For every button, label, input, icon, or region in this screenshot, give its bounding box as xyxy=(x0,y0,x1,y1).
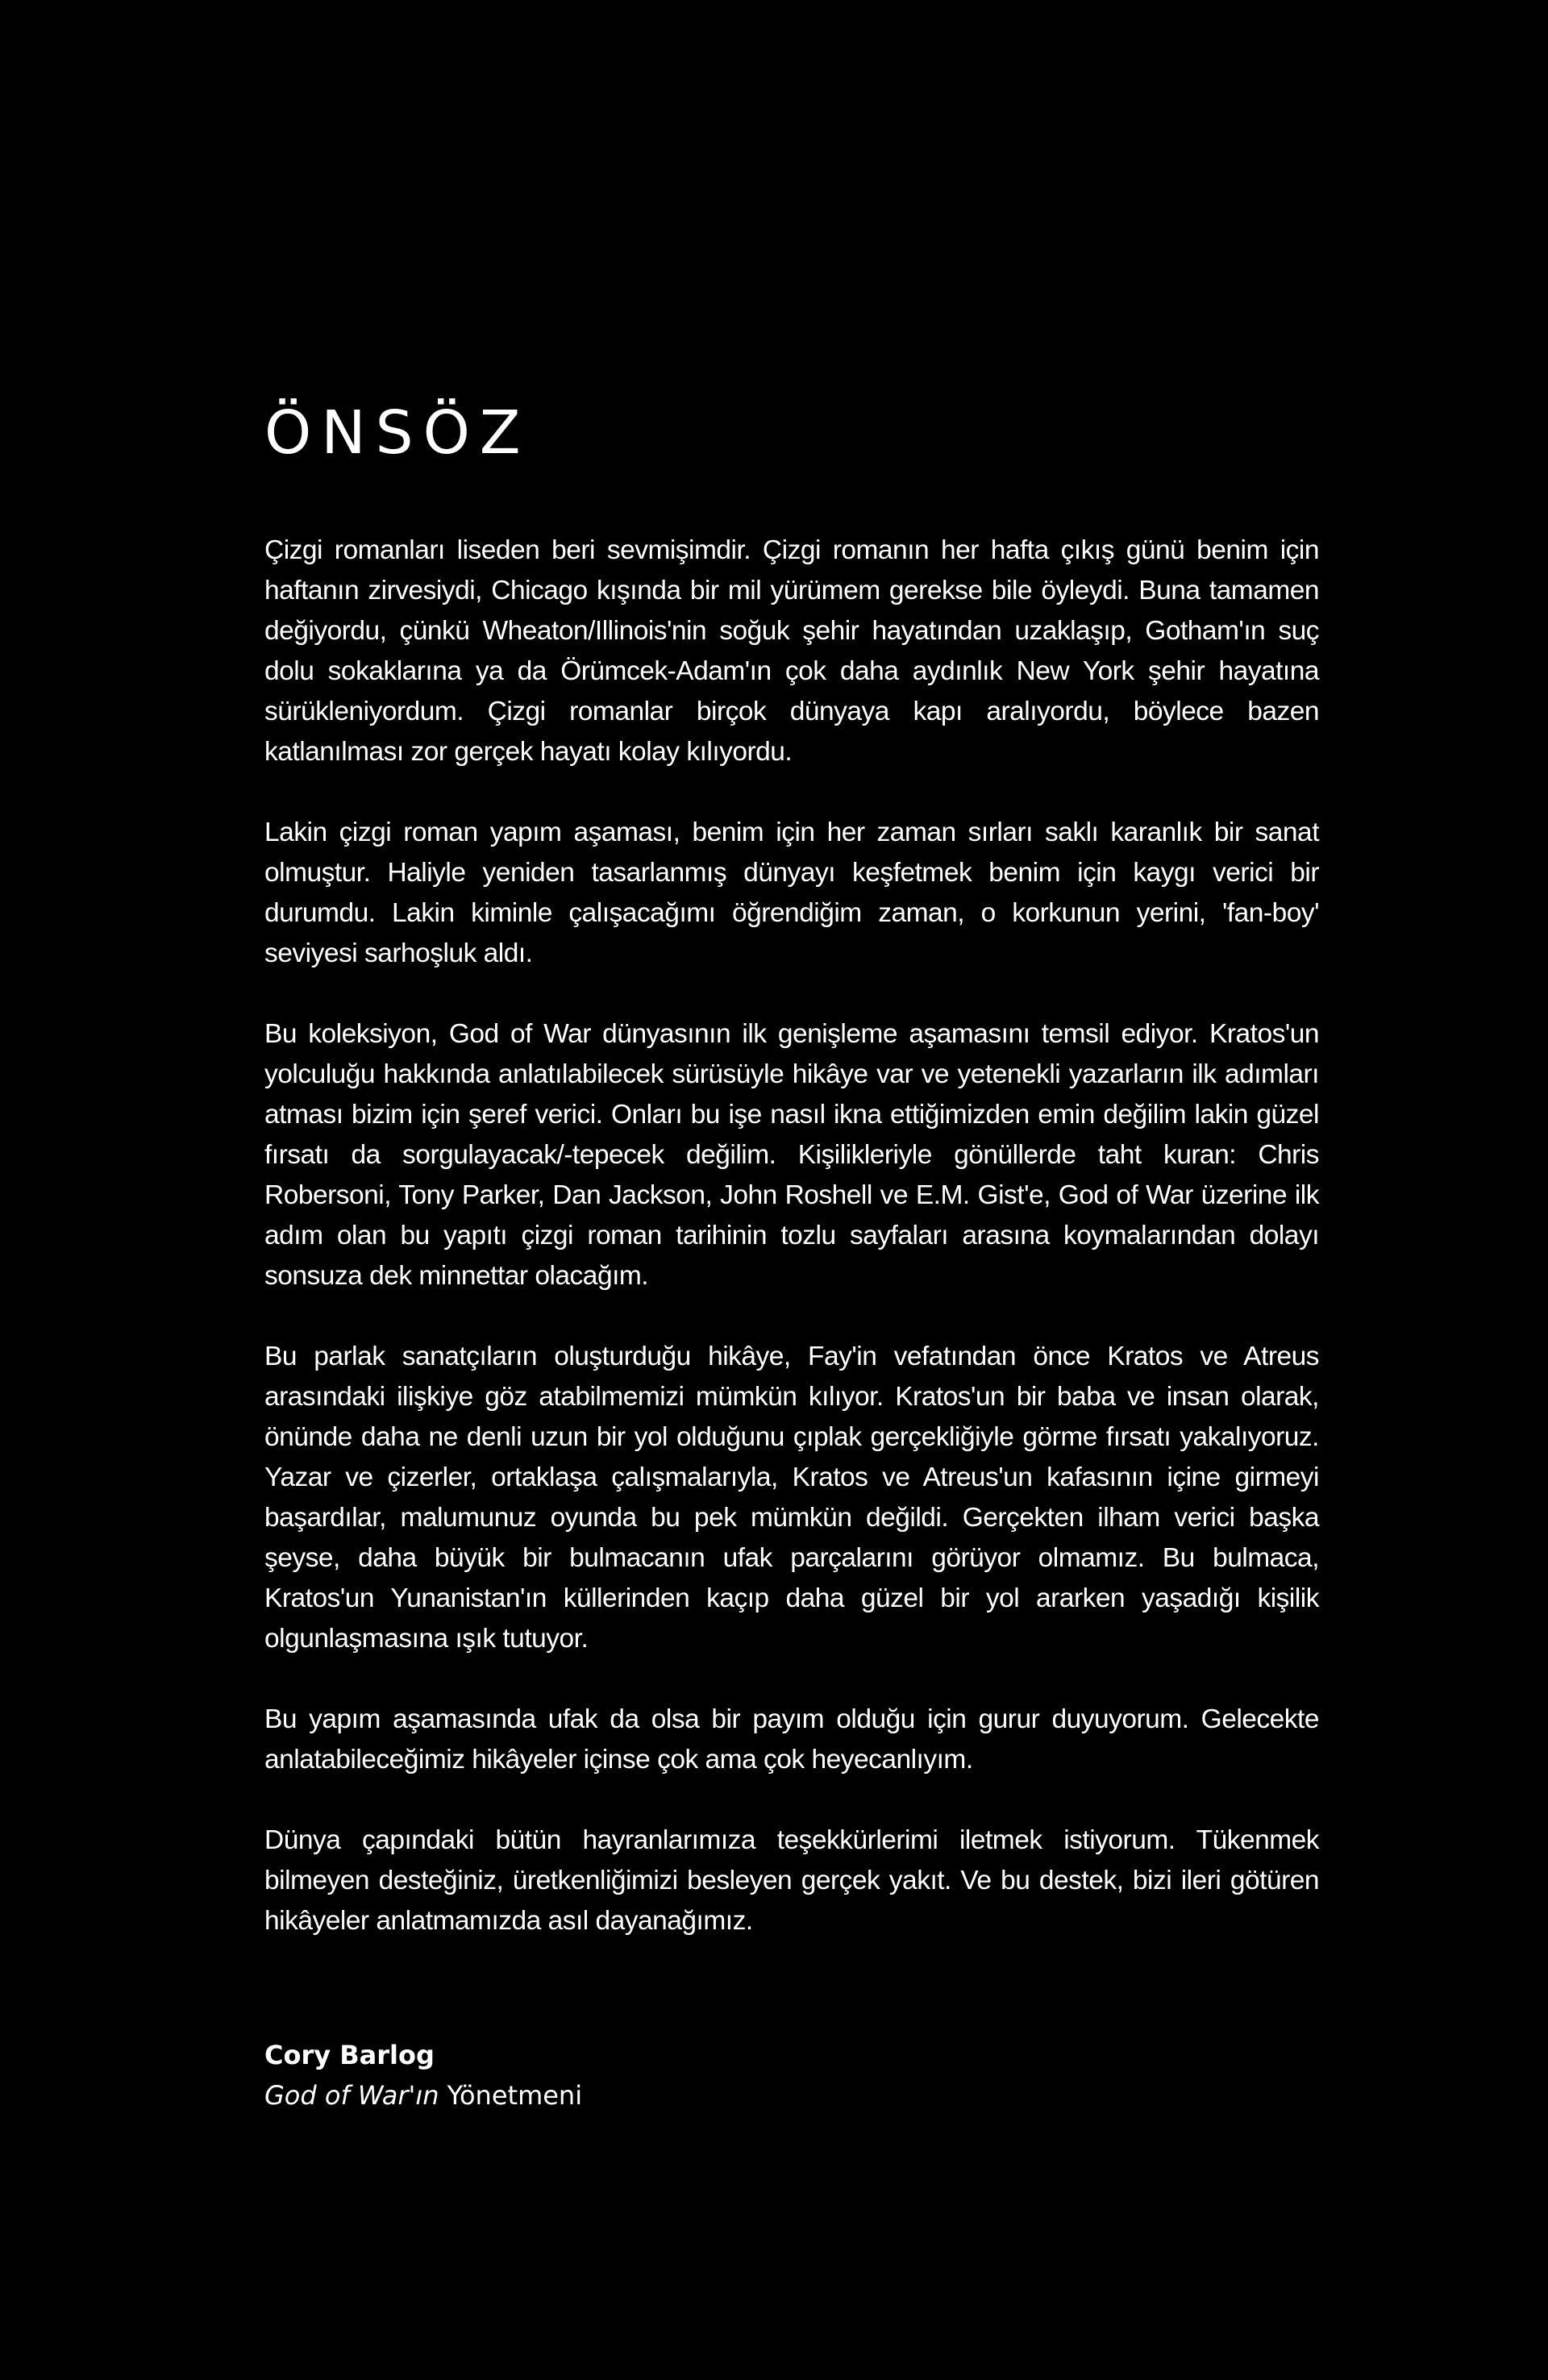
foreword-page xyxy=(264,398,1319,2116)
signature-role-game: God of War'ın xyxy=(264,2080,439,2111)
signature-role xyxy=(264,2075,1319,2116)
signature-role-title: Yönetmeni xyxy=(439,2080,583,2111)
paragraph-6: Dünya çapındaki bütün hayranlarımıza teşekkürlerimi iletmek istiyorum. Tükenmek bilmeyen desteğiniz, üretkenliğimizi besleyen gerçek yakıt. Ve bu destek, bizi ileri götüren hikâyeler anlatmamızda asıl dayanağımız. xyxy=(264,1825,1319,1936)
paragraph-5: Bu yapım aşamasında ufak da olsa bir payım olduğu için gurur duyuyorum. Gelecekte anlatabileceğimiz hikâyeler içinse çok ama çok heyecanlıyım. xyxy=(264,1704,1319,1775)
page-title: ÖNSÖZ xyxy=(264,398,531,468)
signature-block xyxy=(264,2035,1319,2116)
paragraph-3: Bu koleksiyon, God of War dünyasının ilk genişleme aşamasını temsil ediyor. Kratos'un yolculuğu hakkında anlatılabilecek sürüsüyle hikâye var ve yetenekli yazarların ilk adımları atması bizim için şeref verici. Onları bu işe nasıl ikna ettiğimizden emin değilim lakin güzel fırsatı da sorgulayacak/-tepecek değilim. Kişilikleriyle gönüllerde taht kuran: Chris Robersoni, Tony Parker, Dan Jackson, John Roshell ve E.M. Gist'e, God of War üzerine ilk adım olan bu yapıtı çizgi roman tarihinin tozlu sayfaları arasına koymalarından dolayı sonsuza dek minnettar olacağım. xyxy=(264,1019,1319,1291)
paragraph-2: Lakin çizgi roman yapım aşaması, benim için her zaman sırları saklı karanlık bir sanat olmuştur. Haliyle yeniden tasarlanmış dünyayı keşfetmek benim için kaygı verici bir durumdu. Lakin kiminle çalışacağımı öğrendiğim zaman, o korkunun yerini, 'fan-boy' seviyesi sarhoşluk aldı. xyxy=(264,818,1319,968)
paragraph-4: Bu parlak sanatçıların oluşturduğu hikâye, Fay'in vefatından önce Kratos ve Atreus arasındaki ilişkiye göz atabilmemizi mümkün kılıyor. Kratos'un bir baba ve insan olarak, önünde daha ne denli uzun bir yol olduğunu çıplak gerçekliğiyle görme fırsatı yakalıyoruz. Yazar ve çizerler, ortaklaşa çalışmalarıyla, Kratos ve Atreus'un kafasının içine girmeyi başardılar, malumunuz oyunda bu pek mümkün değildi. Gerçekten ilham verici başka şeyse, daha büyük bir bulmacanın ufak parçalarını görüyor olmamız. Bu bulmaca, Kratos'un Yunanistan'ın küllerinden kaçıp daha güzel bir yol ararken yaşadığı kişilik olgunlaşmasına ışık tutuyor. xyxy=(264,1342,1319,1654)
paragraph-1: Çizgi romanları liseden beri sevmişimdir. Çizgi romanın her hafta çıkış günü benim için haftanın zirvesiydi, Chicago kışında bir mil yürümem gerekse bile öyleydi. Buna tamamen değiyordu, çünkü Wheaton/Illinois'nin soğuk şehir hayatından uzaklaşıp, Gotham'ın suç dolu sokaklarına ya da Örümcek-Adam'ın çok daha aydınlık New York şehir hayatına sürükleniyordum. Çizgi romanlar birçok dünyaya kapı aralıyordu, böylece bazen katlanılması zor gerçek hayatı kolay kılıyordu. xyxy=(264,535,1319,767)
signature-name: Cory Barlog xyxy=(264,2040,435,2070)
